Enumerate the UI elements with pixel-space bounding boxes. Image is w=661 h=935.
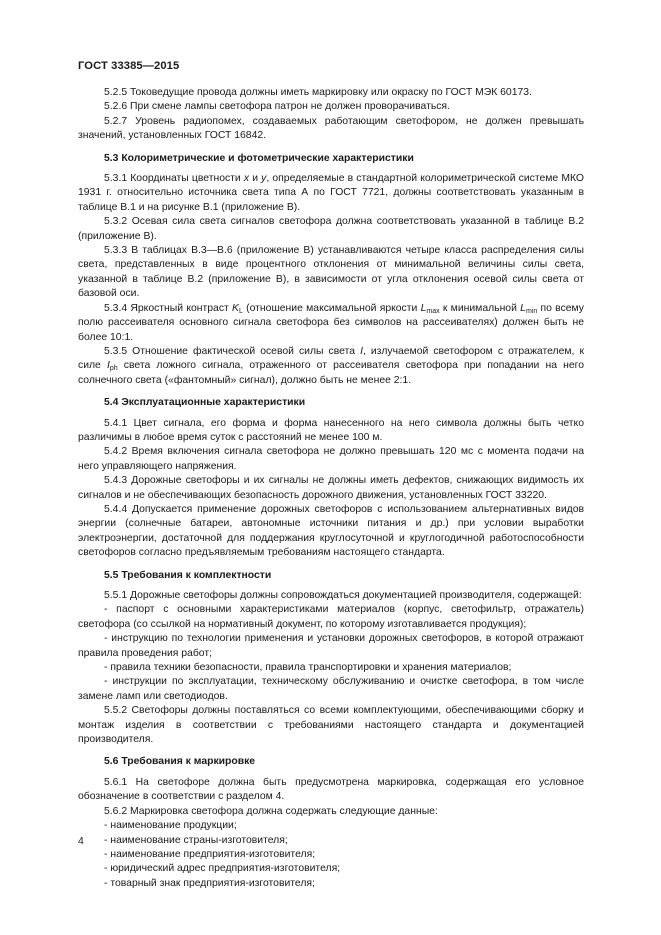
paragraph: 5.4.1 Цвет сигнала, его форма и форма нанесенного на него символа должны быть четко различимы в любое время суток с расстояний не менее 100 м. <box>78 417 584 443</box>
paragraph: - правила техники безопасности, правила транспортировки и хранения материалов; <box>104 662 512 674</box>
paragraph: - наименование страны-изготовителя; <box>104 834 288 846</box>
paragraph: - юридический адрес предприятия-изготовителя; <box>104 863 341 875</box>
paragraph: 5.3.4 Яркостный контраст $K_L$ (отношение максимальной яркости $L_{max}$ к минимальной $L_{min}$ по всему полю рассеивателя основного сигнала светофора без символов на рассеивателях) должен быть не более 10:1. <box>78 302 585 343</box>
paragraph: 5.6.1 На светофоре должна быть предусмотрена маркировка, содержащая его условное обозначение в соответствии с разделом 4. <box>78 776 584 803</box>
paragraph: 5.3.3 В таблицах В.3—В.6 (приложение В) устанавливаются четыре класса распределения силы света, представленных в виде процентного отклонения от минимальной величины силы света, указанной в таблице В.2 (приложение В), в зависимости от угла отклонения осевой силы света от базовой оси. <box>78 245 584 300</box>
paragraph: 5.4.4 Допускается применение дорожных светофоров с использованием альтернативных видов энергии (солнечные батареи, автономные источники питания и др.) при условии выработки электроэнергии, достаточной для поддержания круглосуточной и круглогодичной работоспособности светофоров согласно предъявляемым требованиям настоящего стандарта. <box>78 503 584 559</box>
section-heading: 5.4 Эксплуатационные характеристики <box>104 397 306 409</box>
paragraph: 5.5.2 Светофоры должны поставляться со всеми комплектующими, обеспечивающими сборку и монтаж изделия в соответствии с требованиями настоящего стандарта и документацией производителя. <box>78 705 584 746</box>
paragraph: 5.4.3 Дорожные светофоры и их сигналы не должны иметь дефектов, снижающих видимость их сигналов и не обеспечивающих безопасность дорожного движения, установленных ГОСТ 33220. <box>78 475 584 501</box>
paragraph: 5.2.5 Токоведущие провода должны иметь маркировку или окраску по ГОСТ МЭК 60173. <box>104 87 532 98</box>
paragraph: 5.2.7 Уровень радиопомех, создаваемых работающим светофором, не должен превышать значений, установленных ГОСТ 16842. <box>78 115 584 142</box>
document-body <box>78 86 584 891</box>
paragraph: 5.3.1 Координаты цветности x и y, определяемые в стандартной колориметрической системе МКО 1931 г. относительно источника света типа А по ГОСТ 7721, должны соответствовать указанным в таблице В.1 и на рисунке В.1 (приложение В). <box>78 173 584 213</box>
paragraph: - наименование предприятия-изготовителя; <box>104 848 316 860</box>
section-heading: 5.5 Требования к комплектности <box>104 569 272 581</box>
paragraph: - инструкцию по технологии применения и установки дорожных светофоров, в которой отражают правила проведения работ; <box>78 633 584 659</box>
paragraph: - товарный знак предприятия-изготовителя; <box>104 877 315 889</box>
page-number: 4 <box>78 836 84 847</box>
paragraph: - наименование продукции; <box>104 820 237 832</box>
paragraph: 5.4.2 Время включения сигнала светофора не должно превышать 120 мс с момента подачи на него управляющего напряжения. <box>78 446 584 472</box>
paragraph: - паспорт с основными характеристиками материалов (корпус, светофильтр, отражатель) светофора (со ссылкой на нормативный документ, по которому изготавливается продукция); <box>78 604 584 630</box>
document-header: ГОСТ 33385—2015 <box>78 60 180 72</box>
section-heading: 5.6 Требования к маркировке <box>104 756 256 768</box>
paragraph: 5.6.2 Маркировка светофора должна содержать следующие данные: <box>104 805 438 817</box>
paragraph: 5.3.2 Осевая сила света сигналов светофора должна соответствовать указанной в таблице В.2 (приложение В). <box>78 216 584 242</box>
paragraph: 5.3.5 Отношение фактической осевой силы света I, излучаемой светофором с отражателем, к силе $I_{ph}$ света ложного сигнала, отраженного от рассеивателя светофора при попадании на него солнечного света («фантомный» сигнал), должно быть не менее 2:1. <box>78 345 584 386</box>
paragraph: - инструкции по эксплуатации, техническому обслуживанию и очистке светофора, в том числе замене ламп или светодиодов. <box>78 676 584 702</box>
paragraph: 5.2.6 При смене лампы светофора патрон не должен проворачиваться. <box>104 101 450 113</box>
section-heading: 5.3 Колориметрические и фотометрические характеристики <box>104 152 414 164</box>
paragraph: 5.5.1 Дорожные светофоры должны сопровождаться документацией производителя, содержащей: <box>104 590 582 601</box>
